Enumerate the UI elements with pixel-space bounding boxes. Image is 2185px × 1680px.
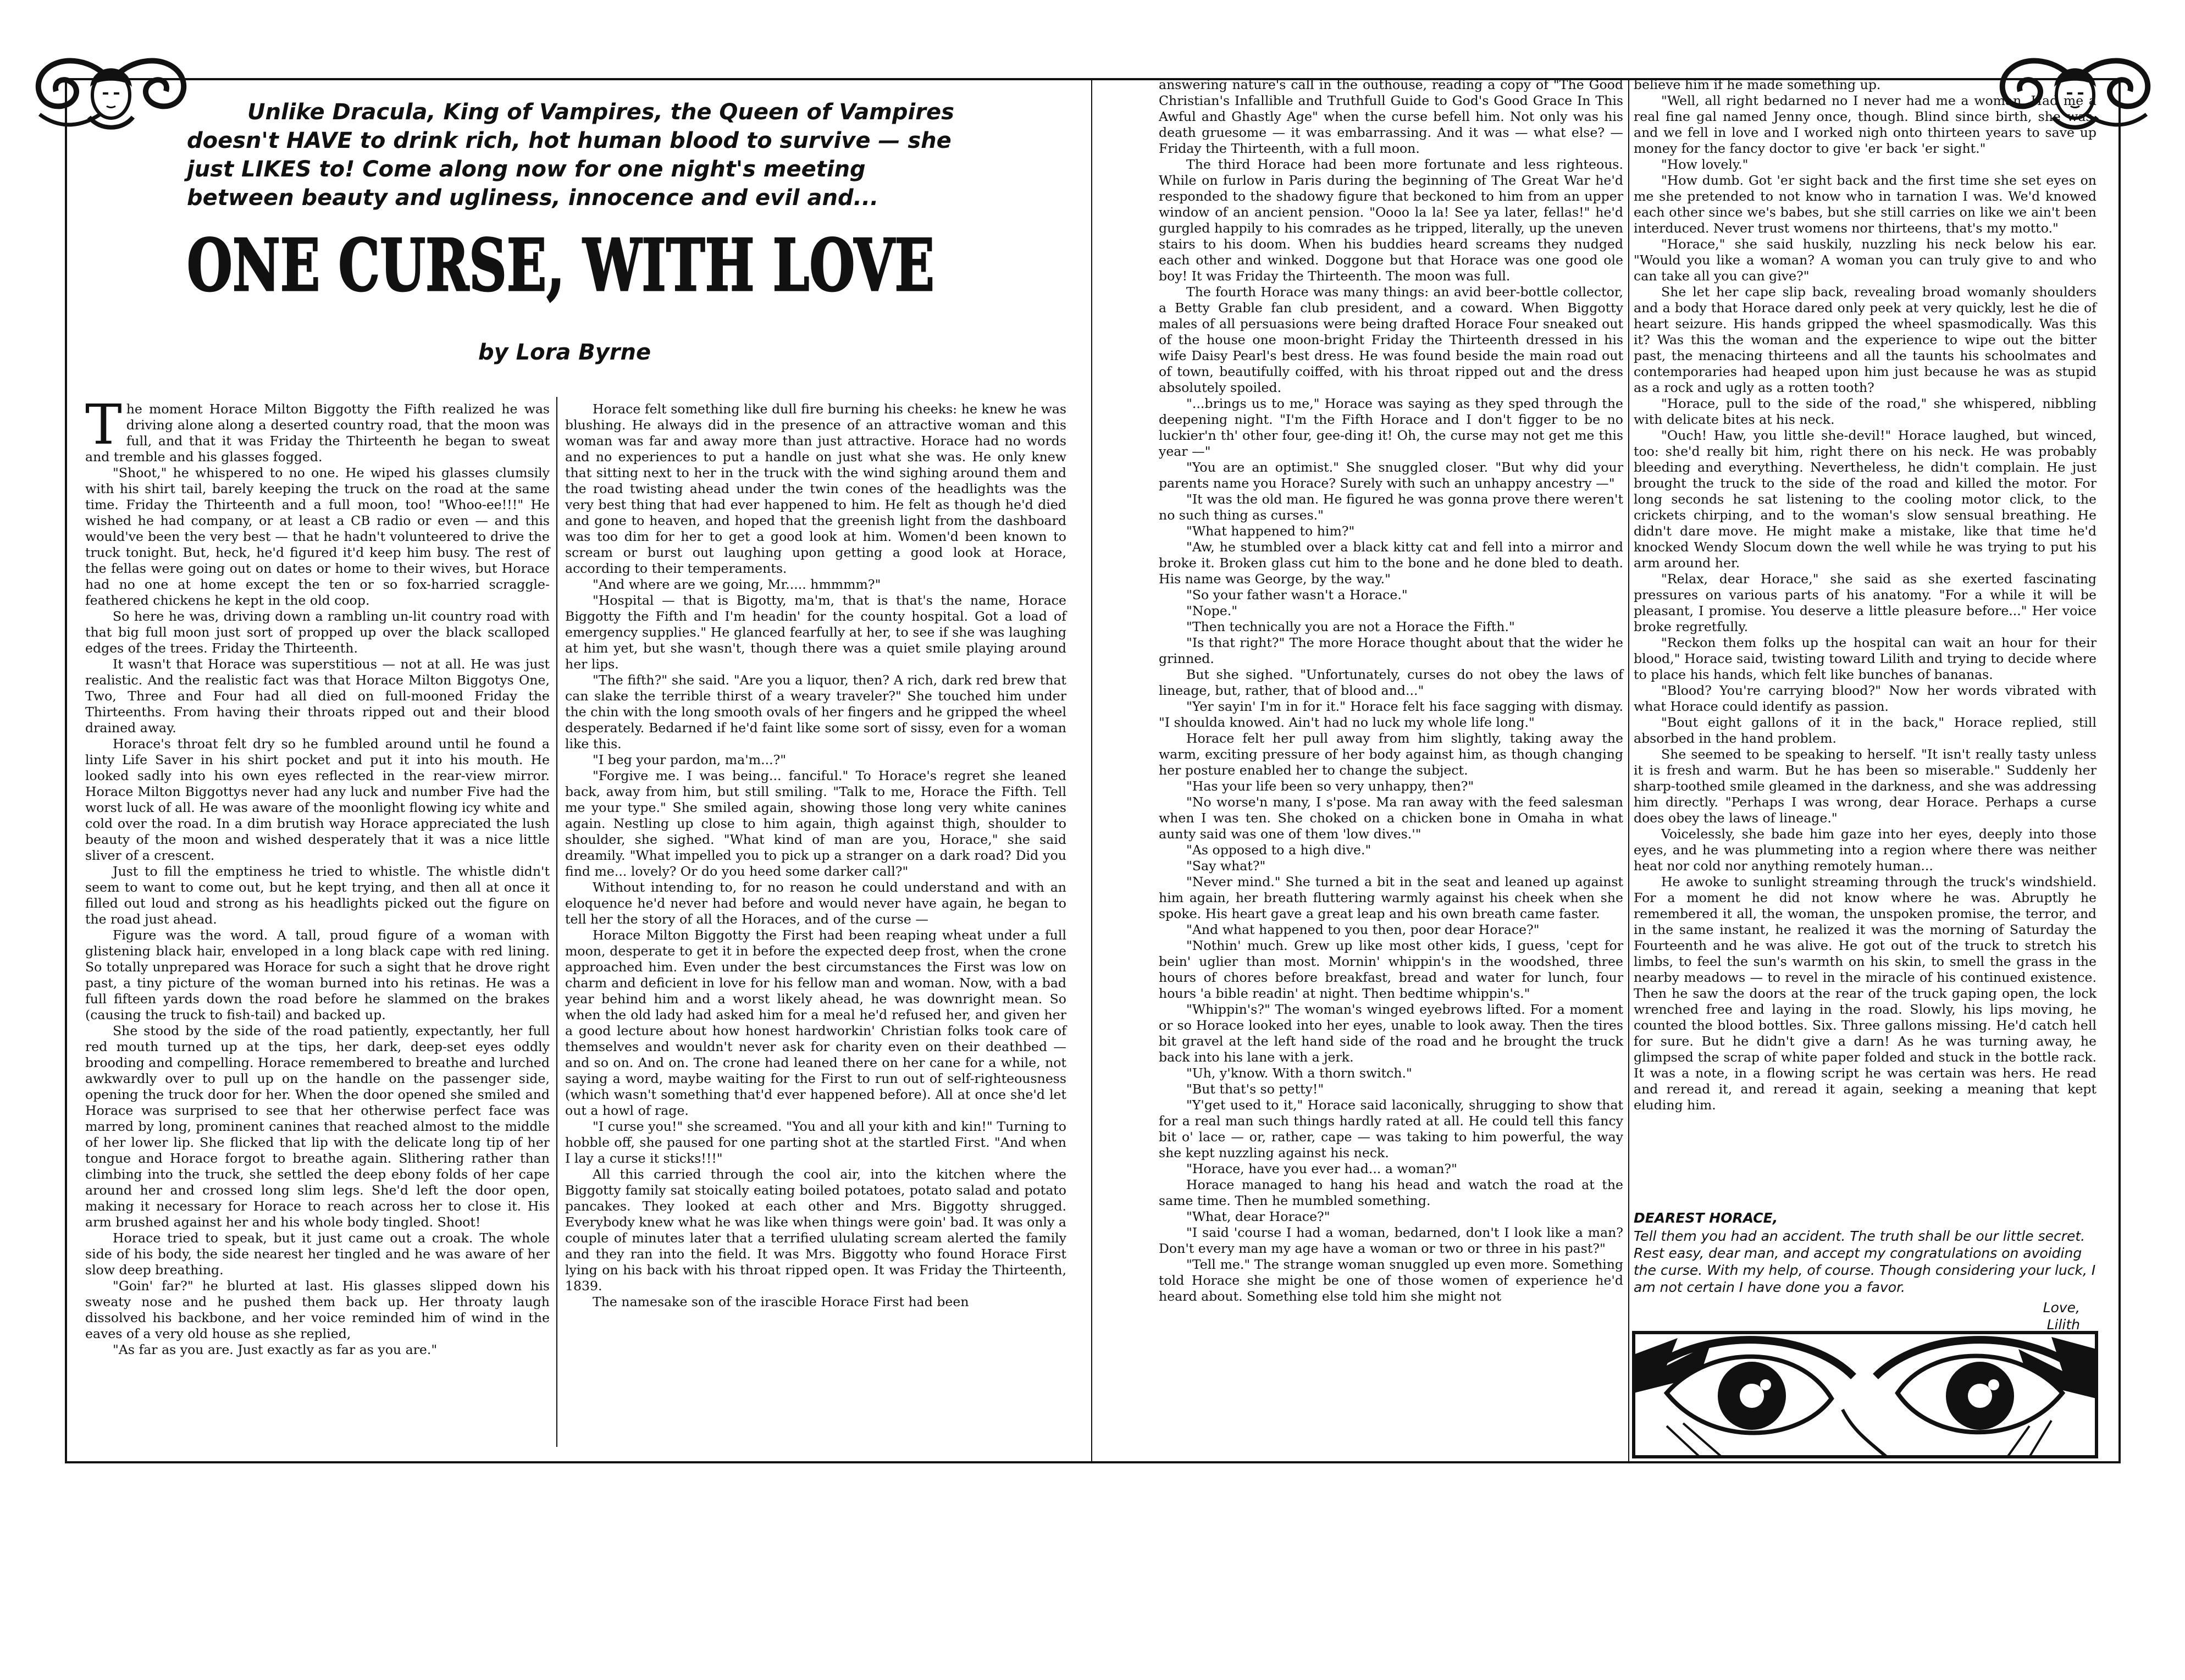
paragraph: "Y'get used to it," Horace said laconically, shrugging to show that for a real man such things hardly rated at all. He could tell this fancy bit o' lace — or, rather, cape — was taking to him powerful, the way she kept nuzzling against his neck.	[1159, 1097, 1623, 1160]
paragraph: "So your father wasn't a Horace."	[1186, 587, 1408, 603]
paragraph: She let her cape slip back, revealing broad womanly shoulders and a body that Horace dared only peek at very quickly, lest he die of heart seizure. His hands gripped the wheel spasmodically. Was this it? Was this the woman and the experience to wipe out the bitter past, the menacing thirteens and all the taunts his schoolmates and contemporaries had heaped upon him just because he was as stupid as a rock and ugly as a rotten tooth?	[1634, 284, 2097, 395]
paragraph: "Whippin's?" The woman's winged eyebrows lifted. For a moment or so Horace looked into her eyes, unable to look away. Then the tires bit gravel at the left hand side of the road and he brought the truck back into his lane with a jerk.	[1159, 1002, 1623, 1065]
paragraph: "As opposed to a high dive."	[1186, 842, 1371, 858]
article-column-1	[85, 393, 550, 1446]
left-ornament-icon	[29, 48, 193, 147]
intro-text: Unlike Dracula, King of Vampires, the Queen of Vampires doesn't HAVE to drink rich, hot human blood to survive — she just LIKES to! Come along now for one night's meeting between beauty and ugliness, innocence and evil and...	[187, 100, 954, 211]
paragraph: Voicelessly, she bade him gaze into her eyes, deeply into those eyes, and he was plummeting into a region where there was neither heat nor cold nor anything remotely human...	[1634, 826, 2097, 874]
paragraph: "Hospital — that is Bigotty, ma'm, that is that's the name, Horace Biggotty the Fifth and I'm headin' for the county hospital. Got a load of emergency supplies." He glanced fearfully at her, to see if she was laughing at him yet, but she wasn't, though there was a quiet smile playing around her lips.	[565, 593, 1066, 672]
paragraph: believe him if he made something up.	[1634, 77, 1881, 92]
paragraph: Without intending to, for no reason he could understand and with an eloquence he'd never had before and would never have again, he began to tell her the story of all the Horaces, and of the curse —	[565, 880, 1066, 927]
paragraph: "It was the old man. He figured he was gonna prove there weren't no such thing as curses."	[1159, 491, 1623, 523]
paragraph: "Yer sayin' I'm in for it." Horace felt his face sagging with dismay. "I shoulda knowed. Ain't had no luck my whole life long."	[1159, 699, 1623, 730]
note-closing: Love,	[2043, 1300, 2080, 1316]
article-column-3	[1159, 77, 1623, 1462]
paragraph: She seemed to be speaking to herself. "It isn't really tasty unless it is fresh and warm. But he has been so miserable." Suddenly her sharp-toothed smile gleamed in the darkness, and she was addressing him directly. "Perhaps I was wrong, dear Horace. Perhaps a curse does obey the laws of lineage."	[1634, 747, 2097, 826]
paragraph: Horace felt her pull away from him slightly, taking away the warm, exciting pressure of her body against him, as though changing her posture enabled her to change the subject.	[1159, 731, 1623, 778]
paragraph: Horace managed to hang his head and watch the road at the same time. Then he mumbled something.	[1159, 1177, 1623, 1208]
paragraph: "I curse you!" she screamed. "You and all your kith and kin!" Turning to hobble off, she paused for one parting shot at the startled First. "And when I lay a curse it sticks!!!"	[565, 1119, 1066, 1166]
paragraph: "What happened to him?"	[1186, 523, 1355, 539]
article-column-2	[565, 401, 1066, 1446]
paragraph: "Has your life been so very unhappy, then?"	[1186, 778, 1474, 794]
article-column-4	[1634, 77, 2097, 1218]
column-rule	[556, 397, 557, 1447]
paragraph: "How lovely."	[1661, 157, 1749, 172]
paragraph: "Reckon them folks up the hospital can wait an hour for their blood," Horace said, twisting toward Lilith and trying to decide where to place his hands, which felt like bunches of bananas.	[1634, 635, 2097, 682]
paragraph: "I said 'course I had a woman, bedarned, don't I look like a man? Don't every man my age have a woman or two or three in his past?"	[1159, 1225, 1623, 1256]
paragraph: Horace tried to speak, but it just came out a croak. The whole side of his body, the side nearest her tingled and he was aware of her slow deep breathing.	[85, 1230, 550, 1278]
paragraph: "Uh, y'know. With a thorn switch."	[1186, 1065, 1412, 1081]
paragraph: "As far as you are. Just exactly as far as you are."	[113, 1342, 438, 1357]
paragraph: "Horace," she said huskily, nuzzling his neck below his ear. "Would you like a woman? A woman you can truly give to and who can take all you can give?"	[1634, 236, 2097, 284]
paragraph: "Relax, dear Horace," she said as she exerted fascinating pressures on various parts of his anatomy. "For a while it will be pleasant, I promise. You deserve a little pleasure before..." Her voice broke regretfully.	[1634, 571, 2097, 634]
paragraph: "No worse'n many, I s'pose. Ma ran away with the feed salesman when I was ten. She choked on a chicken bone in Omaha in what aunty said was one of them 'low dives.'"	[1159, 794, 1623, 842]
paragraph: "And what happened to you then, poor dear Horace?"	[1186, 922, 1540, 937]
spread-gutter	[1091, 78, 1092, 1463]
paragraph: "Ouch! Haw, you little she-devil!" Horace laughed, but winced, too: she'd really bit him, right there on his neck. He was probably bleeding and everything. Nevertheless, he didn't complain. He just brought the truck to the side of the road and killed the motor. For long seconds he sat listening to the cooling motor click, to the crickets chirping, and to the woman's slow sensual breathing. He didn't dare move. He might make a mistake, like that time he'd knocked Wendy Slocum down the well while he was trying to put his arm around her.	[1634, 428, 2097, 571]
paragraph: "Goin' far?" he blurted at last. His glasses slipped down his sweaty nose and he pushed them back up. Her throaty laugh dissolved his backbone, and her voice reminded him of wind in the eaves of a very old house as she replied,	[85, 1278, 550, 1341]
paragraph: "But that's so petty!"	[1186, 1081, 1324, 1097]
paragraph: "Tell me." The strange woman snuggled up even more. Something told Horace she might be one of those women of experience he'd heard about. Something else told him she might not	[1159, 1257, 1623, 1304]
paragraph: "How dumb. Got 'er sight back and the first time she set eyes on me she pretended to not know who in tarnation I was. We'd knowed each other since we's babes, but she still carries on like we ain't been interduced. Never trust womens nor thirteens, that's my motto."	[1634, 173, 2097, 236]
paragraph: "Is that right?" The more Horace thought about that the wider he grinned.	[1159, 635, 1623, 666]
paragraph: "Nothin' much. Grew up like most other kids, I guess, 'cept for bein' uglier than most. Mornin' whippin's in the woodshed, three hours of chores before breakfast, bread and water for lunch, four hours 'a bible readin' at night. Then bedtime whippin's."	[1159, 938, 1623, 1001]
note-body: Tell them you had an accident. The truth shall be our little secret. Rest easy, dear man, and accept my congratulations on avoiding the curse. With my help, of course. Though considering your luck, I am not certain I have done you a favor.	[1634, 1228, 2096, 1295]
paragraph: The moment Horace Milton Biggotty the Fifth realized he was driving alone along a deserted country road, that the moon was full, and that it was Friday the Thirteenth he began to sweat and tremble and his glasses fogged.	[85, 393, 550, 465]
paragraph: "You are an optimist." She snuggled closer. "But why did your parents name you Horace? Surely with such an unhappy ancestry —"	[1159, 460, 1623, 491]
paragraph: Horace's throat felt dry so he fumbled around until he found a linty Life Saver in his shirt pocket and put it into his mouth. He looked sadly into his own eyes reflected in the rear-view mirror. Horace Milton Biggottys never had any luck and number Five had the worst luck of all. He was aware of the moonlight flowing icy white and cold over the road. In a dim brutish way Horace appreciated the lush beauty of the moon and wished desperately that it was a nice little sliver of a crescent.	[85, 736, 550, 863]
story-title	[176, 220, 945, 313]
paragraph: The third Horace had been more fortunate and less righteous. While on furlow in Paris during the beginning of The Great War he'd responded to the shadowy figure that beckoned to him from an upper window of an ancient pension. "Oooo la la! See ya later, fellas!" he'd gurgled happily to his comrades as he tripped, literally, up the uneven stairs to his doom. When his buddies heard screams they nudged each other and winked. Doggone but that Horace was one good ole boy! It was Friday the Thirteenth. The moon was full.	[1159, 157, 1623, 284]
paragraph: "Say what?"	[1186, 858, 1266, 874]
paragraph: Just to fill the emptiness he tried to whistle. The whistle didn't seem to want to come out, but he kept trying, and then all at once it filled out loud and strong as his headlights picked out the figure on the road just ahead.	[85, 864, 550, 927]
story-title-text: ONE CURSE, WITH LOVE	[187, 223, 934, 307]
intro-blurb	[187, 98, 967, 212]
paragraph: The fourth Horace was many things: an avid beer-bottle collector, a Betty Grable fan club president, and a coward. When Biggotty males of all persuasions were being drafted Horace Four sneaked out of the house one moon-bright Friday the Thirteenth dressed in his wife Daisy Pearl's best dress. He was found beside the main road out of town, beautifully coiffed, with his throat ripped out and the dress absolutely spoiled.	[1159, 284, 1623, 395]
paragraph: "Horace, have you ever had... a woman?"	[1186, 1161, 1457, 1176]
paragraph: "Bout eight gallons of it in the back," Horace replied, still absorbed in the hand problem.	[1634, 715, 2097, 746]
paragraph: "Shoot," he whispered to no one. He wiped his glasses clumsily with his shirt tail, barely keeping the truck on the road at the same time. Friday the Thirteenth and a full moon, too! "Whoo-ee!!!" He wished he had company, or at least a CB radio or even — and this would've been the very best — that he hadn't volunteered to drive the truck tonight. But, heck, he'd figured it'd keep him busy. The rest of the fellas were going out on dates or home to their wives, but Horace had no one at home except the ten or so fox-harried scraggle-feathered chickens he kept in the old coop.	[85, 465, 550, 608]
paragraph: "The fifth?" she said. "Are you a liquor, then? A rich, dark red brew that can slake the terrible thirst of a weary traveler?" She touched him under the chin with the long smooth ovals of her fingers and he gripped the wheel desperately. Bedarned if he'd faint like some sort of sissy, even for a woman like this.	[565, 672, 1066, 751]
note-salutation: DEAREST HORACE,	[1634, 1210, 1778, 1226]
paragraph: "Blood? You're carrying blood?" Now her words vibrated with what Horace could identify as passion.	[1634, 683, 2097, 714]
paragraph: "Nope."	[1186, 603, 1238, 618]
lilith-note	[1634, 1209, 2097, 1333]
paragraph: But she sighed. "Unfortunately, curses do not obey the laws of lineage, but, rather, that of blood and..."	[1159, 667, 1623, 698]
paragraph: "Well, all right bedarned no I never had me a woman. Had me a real fine gal named Jenny once, though. Blind since birth, she was, and we fell in love and I worked nigh onto thirteen years to save up money for the fancy doctor to give 'er back 'er sight."	[1634, 93, 2097, 156]
paragraph: Figure was the word. A tall, proud figure of a woman with glistening black hair, enveloped in a long black cape with red lining. So totally unprepared was Horace for such a sight that he drove right past, a tiny picture of the woman burned into his retinas. He was a full fifteen yards down the road before he slammed on the brakes (causing the truck to fish-tail) and backed up.	[85, 927, 550, 1023]
drop-cap: T	[85, 393, 122, 457]
paragraph: "Aw, he stumbled over a black kitty cat and fell into a mirror and broke it. Broken glass cut him to the bone and he done bled to death. His name was George, by the way."	[1159, 539, 1623, 587]
paragraph: "Forgive me. I was being... fanciful." To Horace's regret she leaned back, away from him, but still smiling. "Talk to me, Horace the Fifth. Tell me your type." She smiled again, showing those long very white canines again. Nestling up close to him again, thigh against thigh, shoulder to shoulder, she sighed. "What kind of man are you, Horace," she said dreamily. "What impelled you to pick up a stranger on a dark road? Did you find me... lovely? Or do you heed some darker call?"	[565, 768, 1066, 879]
paragraph: "...brings us to me," Horace was saying as they sped through the deepening night. "I'm the Fifth Horace and I don't figger to be no luckier'n th' other four, gee-ding it! Oh, the curse may not get me this year —"	[1159, 396, 1623, 459]
paragraph: The namesake son of the irascible Horace First had been	[593, 1294, 969, 1309]
paragraph: He awoke to sunlight streaming through the truck's windshield. For a moment he did not know where he was. Abruptly he remembered it all, the woman, the unspoken promise, the terror, and in the same instant, he realized it was the morning of Saturday the Fourteenth and he was alive. He got out of the truck to stretch his limbs, to feel the sun's warmth on his skin, to smell the grass in the nearby meadows — to revel in the miracle of his continued existence. Then he saw the doors at the rear of the truck gaping open, the lock wrenched free and laying in the road. Slowly, his lips moving, he counted the blood bottles. Six. Three gallons missing. He'd catch hell for sure. But he didn't give a darn! As he was turning away, he glimpsed the scrap of white paper folded and stuck in the bottle rack. It was a note, in a flowing script he was certain was hers. He read and reread it, and reread it again, seeking a meaning that kept eluding him.	[1634, 874, 2097, 1113]
paragraph: So here he was, driving down a rambling un-lit country road with that big full moon just sort of propped up over the black scalloped edges of the trees. Friday the Thirteenth.	[85, 609, 550, 656]
byline: by Lora Byrne	[478, 340, 651, 365]
paragraph: Horace Milton Biggotty the First had been reaping wheat under a full moon, desperate to get it in before the expected deep frost, when the crone approached him. Even under the best circumstances the First was low on charm and deficient in love for his fellow man and woman. Now, with a bad year behind him and a worst likely ahead, he was downright mean. So when the old lady had asked him for a meal he'd refused her, and given her a good lecture about how honest hardworkin' Christian folks took care of themselves and wouldn't never ask for charity even on their deathbed — and so on. And on. The crone had leaned there on her cane for a while, not saying a word, maybe waiting for the First to run out of self-righteousness (which wasn't something that'd ever happened before). All at once she'd let out a howl of rage.	[565, 927, 1066, 1118]
paragraph: "Never mind." She turned a bit in the seat and leaned up against him again, her breath fluttering warmly against his cheek when she spoke. His heart gave a great leap and his own breath came faster.	[1159, 874, 1623, 921]
paragraph: Horace felt something like dull fire burning his cheeks: he knew he was blushing. He always did in the presence of an attractive woman and this woman was far and away more than just attractive. Horace had no words and no experiences to put a handle on just what she was. He only knew that sitting next to her in the truck with the wind sighing around them and the road twisting ahead under the twin cones of the headlights was the very best thing that had ever happened to him. He felt as though he'd died and gone to heaven, and hoped that the greenish light from the dashboard was too dim for her to get a good look at him. Women'd been known to scream or burst out laughing upon getting a good look at Horace, according to their temperaments.	[565, 401, 1066, 576]
paragraph: All this carried through the cool air, into the kitchen where the Biggotty family sat stoically eating boiled potatoes, potato salad and potato pancakes. They looked at each other and Mrs. Biggotty shrugged. Everybody knew what he was like when things were goin' bad. It was only a couple of minutes later that a terrified ululating scream alerted the family and they ran into the field. It was Mrs. Biggotty who found Horace First lying on his back with his throat ripped open. It was Friday the Thirteenth, 1839.	[565, 1167, 1066, 1294]
paragraph: "Then technically you are not a Horace the Fifth."	[1186, 619, 1515, 634]
column-rule	[1628, 78, 1629, 1463]
paragraph: "And where are we going, Mr..... hmmmm?"	[593, 577, 881, 592]
paragraph: She stood by the side of the road patiently, expectantly, her full red mouth turned up at the tips, her dark, deep-set eyes oddly brooding and compelling. Horace remembered to breathe and lurched awkwardly over to pull up on the handle on the passenger side, opening the truck door for her. When the door opened she smiled and Horace was surprised to see that her otherwise perfect face was marred by long, prominent canines that reached almost to the middle of her lower lip. She flicked that lip with the delicate long tip of her tongue and Horace forgot to breathe again. Slithering rather than climbing into the truck, she settled the deep ebony folds of her cape around her and crossed long slim legs. She'd left the door open, making it necessary for Horace to reach across her to close it. His arm brushed against her and his whole body tingled. Shoot!	[85, 1023, 550, 1230]
note-signature: Lilith	[2046, 1317, 2080, 1333]
paragraph: "What, dear Horace?"	[1186, 1209, 1330, 1224]
paragraph: answering nature's call in the outhouse, reading a copy of "The Good Christian's Infallible and Truthfull Guide to God's Good Grace In This Awful and Ghastly Age" when the curse befell him. Not only was his death gruesome — it was embarrassing. And it was — what else? — Friday the Thirteenth, with a full moon.	[1159, 77, 1623, 156]
paragraph: "Horace, pull to the side of the road," she whispered, nibbling with delicate bites at his neck.	[1634, 396, 2097, 427]
vampire-eyes-illustration-icon	[1634, 1333, 2097, 1457]
paragraph: It wasn't that Horace was superstitious — not at all. He was just realistic. And the realistic fact was that Horace Milton Biggotys One, Two, Three and Four had all died on full-mooned Friday the Thirteenths. From having their throats ripped out and their blood drained away.	[85, 656, 550, 736]
paragraph: "I beg your pardon, ma'm...?"	[593, 752, 787, 767]
